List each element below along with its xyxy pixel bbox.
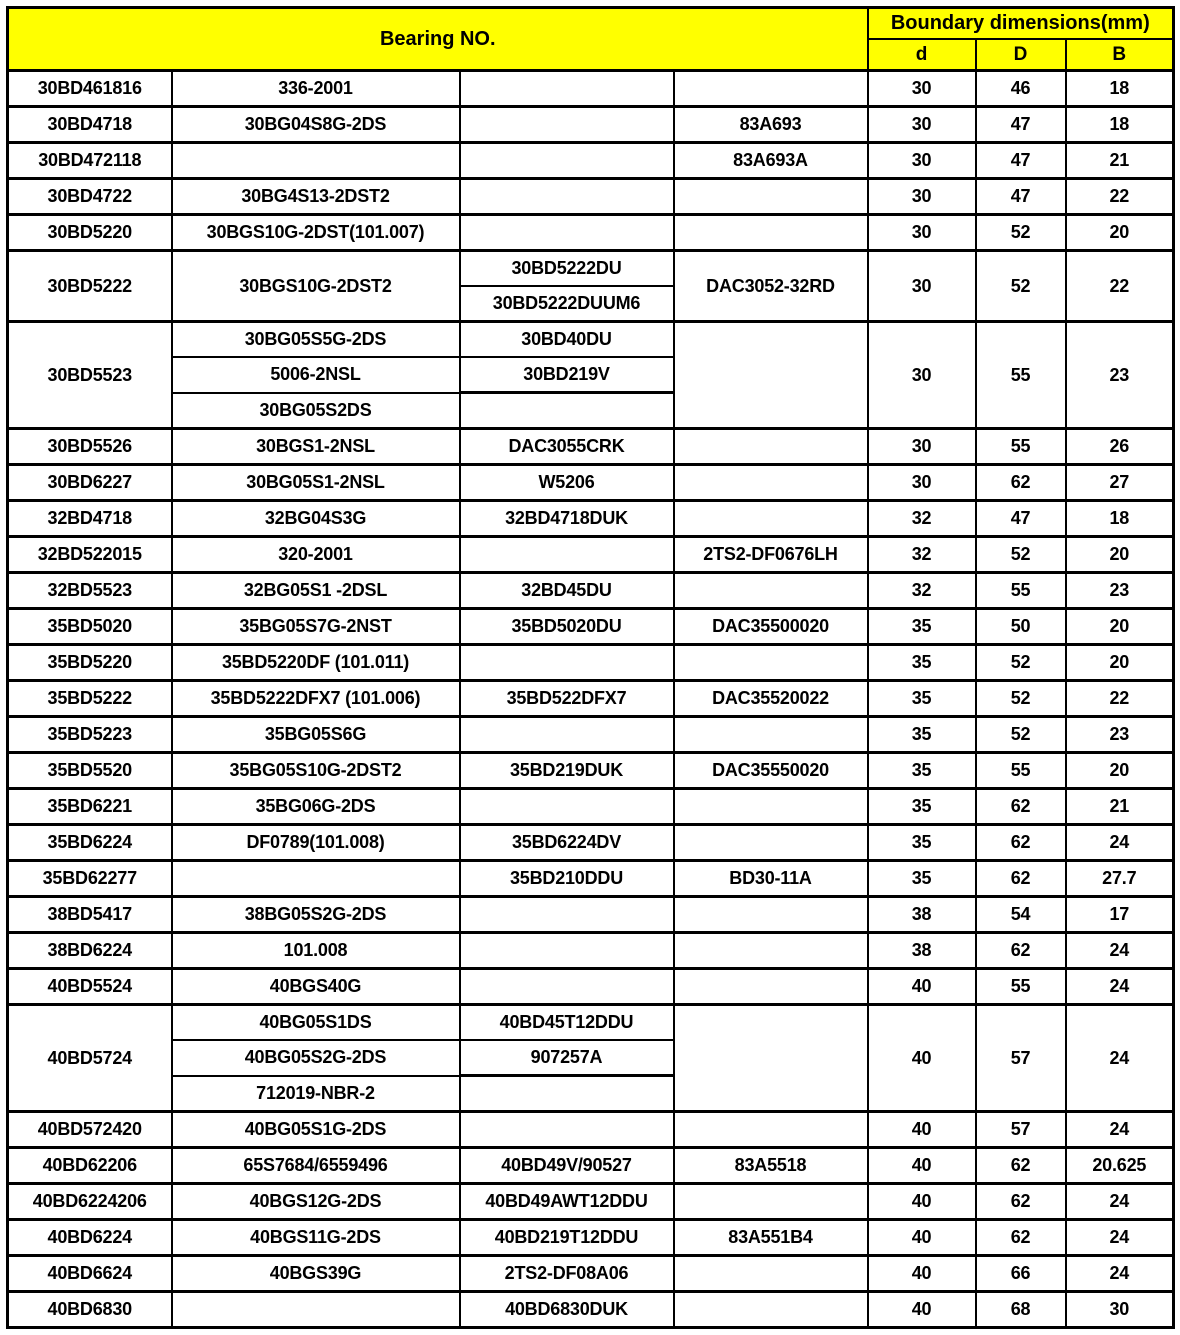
dim-d-cell: 32 — [868, 501, 976, 537]
bearing-cell: 35BD5020 — [8, 609, 172, 645]
dim-d-cell: 40 — [868, 1220, 976, 1256]
dim-header-B: B — [1066, 39, 1174, 71]
bearing-cell: 32BD5523 — [8, 573, 172, 609]
model-cell — [172, 143, 460, 179]
interchange-cell — [674, 1256, 868, 1292]
dim-B-cell: 18 — [1066, 71, 1174, 107]
dim-B-cell: 26 — [1066, 429, 1174, 465]
table-row — [8, 501, 1174, 537]
bearing-cell: 40BD6224206 — [8, 1184, 172, 1220]
model-cell: 30BG05S5G-2DS — [172, 322, 460, 358]
table-row — [8, 717, 1174, 753]
dim-d-cell: 35 — [868, 609, 976, 645]
dim-d-cell: 30 — [868, 465, 976, 501]
dim-B-cell: 24 — [1066, 1184, 1174, 1220]
alt-model-cell — [460, 969, 674, 1005]
alt-model-cell — [460, 215, 674, 251]
dim-d-cell: 40 — [868, 1292, 976, 1328]
model-cell: 5006-2NSL — [172, 357, 460, 393]
dim-B-cell: 21 — [1066, 143, 1174, 179]
interchange-cell: 83A693A — [674, 143, 868, 179]
model-cell: 30BGS10G-2DST(101.007) — [172, 215, 460, 251]
model-cell: 32BG05S1 -2DSL — [172, 573, 460, 609]
alt-model-cell — [460, 71, 674, 107]
dim-D-cell: 62 — [976, 1148, 1066, 1184]
interchange-cell — [674, 645, 868, 681]
alt-model-cell — [460, 1112, 674, 1148]
dim-D-cell: 52 — [976, 645, 1066, 681]
dim-B-cell: 20 — [1066, 215, 1174, 251]
dim-D-cell: 52 — [976, 717, 1066, 753]
alt-model-cell: 35BD210DDU — [460, 861, 674, 897]
model-cell: 30BG4S13-2DST2 — [172, 179, 460, 215]
alt-model-cell: DAC3055CRK — [460, 429, 674, 465]
dim-B-cell: 22 — [1066, 179, 1174, 215]
dim-d-cell: 32 — [868, 573, 976, 609]
dim-B-cell: 24 — [1066, 825, 1174, 861]
dim-d-cell: 35 — [868, 861, 976, 897]
interchange-cell — [674, 717, 868, 753]
alt-model-cell: W5206 — [460, 465, 674, 501]
model-cell: 35BG06G-2DS — [172, 789, 460, 825]
dim-B-cell: 22 — [1066, 251, 1174, 322]
interchange-cell — [674, 71, 868, 107]
model-cell: 40BGS12G-2DS — [172, 1184, 460, 1220]
dim-d-cell: 30 — [868, 143, 976, 179]
alt-model-cell: 40BD49V/90527 — [460, 1148, 674, 1184]
dim-d-cell: 35 — [868, 645, 976, 681]
model-cell: 40BG05S2G-2DS — [172, 1040, 460, 1076]
dim-D-cell: 47 — [976, 501, 1066, 537]
table-row — [8, 107, 1174, 143]
bearing-cell: 30BD472118 — [8, 143, 172, 179]
dim-D-cell: 62 — [976, 861, 1066, 897]
dim-B-cell: 24 — [1066, 1220, 1174, 1256]
dim-D-cell: 55 — [976, 573, 1066, 609]
alt-model-cell: 2TS2-DF08A06 — [460, 1256, 674, 1292]
dim-d-cell: 35 — [868, 753, 976, 789]
alt-model-cell — [460, 393, 674, 429]
model-cell — [172, 1292, 460, 1328]
model-cell: 30BG05S1-2NSL — [172, 465, 460, 501]
dim-D-cell: 52 — [976, 251, 1066, 322]
bearing-cell: 38BD5417 — [8, 897, 172, 933]
dim-D-cell: 52 — [976, 537, 1066, 573]
bearing-cell: 30BD5220 — [8, 215, 172, 251]
dim-d-cell: 40 — [868, 1184, 976, 1220]
alt-model-cell — [460, 143, 674, 179]
model-cell: 40BG05S1G-2DS — [172, 1112, 460, 1148]
dim-d-cell: 30 — [868, 429, 976, 465]
model-cell: 30BG05S2DS — [172, 393, 460, 429]
bearing-cell: 32BD4718 — [8, 501, 172, 537]
bearing-cell: 35BD5223 — [8, 717, 172, 753]
table-row — [8, 753, 1174, 789]
dim-d-cell: 30 — [868, 215, 976, 251]
bearing-cell: 35BD6221 — [8, 789, 172, 825]
dim-D-cell: 52 — [976, 681, 1066, 717]
alt-model-cell — [460, 645, 674, 681]
alt-model-cell — [460, 537, 674, 573]
model-cell: 30BGS1-2NSL — [172, 429, 460, 465]
table-row — [8, 933, 1174, 969]
dim-B-cell: 20 — [1066, 537, 1174, 573]
interchange-cell: DAC35500020 — [674, 609, 868, 645]
dim-B-cell: 27 — [1066, 465, 1174, 501]
bearing-cell: 35BD5520 — [8, 753, 172, 789]
table-row — [8, 1005, 1174, 1041]
interchange-cell — [674, 179, 868, 215]
table-row — [8, 322, 1174, 358]
dim-B-cell: 24 — [1066, 933, 1174, 969]
dim-D-cell: 46 — [976, 71, 1066, 107]
dim-D-cell: 47 — [976, 143, 1066, 179]
dim-B-cell: 27.7 — [1066, 861, 1174, 897]
dim-B-cell: 24 — [1066, 1256, 1174, 1292]
dim-D-cell: 66 — [976, 1256, 1066, 1292]
table-row — [8, 429, 1174, 465]
bearing-cell: 30BD5526 — [8, 429, 172, 465]
interchange-cell — [674, 1292, 868, 1328]
alt-model-cell: 30BD5222DUUM6 — [460, 286, 674, 322]
model-cell — [172, 861, 460, 897]
dim-d-cell: 35 — [868, 681, 976, 717]
interchange-cell — [674, 789, 868, 825]
bearing-cell: 40BD5524 — [8, 969, 172, 1005]
dim-B-cell: 23 — [1066, 573, 1174, 609]
dim-header-D: D — [976, 39, 1066, 71]
table-row — [8, 179, 1174, 215]
table-row — [8, 789, 1174, 825]
dim-B-cell: 20 — [1066, 753, 1174, 789]
dim-d-cell: 32 — [868, 537, 976, 573]
bearing-cell: 30BD5523 — [8, 322, 172, 429]
dim-d-cell: 40 — [868, 969, 976, 1005]
bearing-cell: 40BD6830 — [8, 1292, 172, 1328]
table-row — [8, 215, 1174, 251]
dim-D-cell: 62 — [976, 789, 1066, 825]
model-cell: 35BG05S10G-2DST2 — [172, 753, 460, 789]
bearing-cell: 40BD572420 — [8, 1112, 172, 1148]
dim-B-cell: 18 — [1066, 501, 1174, 537]
alt-model-cell: 40BD219T12DDU — [460, 1220, 674, 1256]
dim-d-cell: 35 — [868, 789, 976, 825]
dim-D-cell: 62 — [976, 465, 1066, 501]
interchange-cell: 2TS2-DF0676LH — [674, 537, 868, 573]
alt-model-cell: 32BD45DU — [460, 573, 674, 609]
interchange-cell — [674, 1112, 868, 1148]
bearing-cell: 40BD6624 — [8, 1256, 172, 1292]
alt-model-cell: 40BD6830DUK — [460, 1292, 674, 1328]
table-row — [8, 251, 1174, 287]
dim-d-cell: 35 — [868, 717, 976, 753]
table-row — [8, 71, 1174, 107]
interchange-cell: DAC35520022 — [674, 681, 868, 717]
dim-D-cell: 62 — [976, 825, 1066, 861]
alt-model-cell — [460, 717, 674, 753]
dim-B-cell: 24 — [1066, 1005, 1174, 1112]
bearing-cell: 35BD62277 — [8, 861, 172, 897]
interchange-cell: 83A551B4 — [674, 1220, 868, 1256]
table-row — [8, 1112, 1174, 1148]
boundary-dimensions-header: Boundary dimensions(mm) — [868, 8, 1174, 40]
model-cell: 40BGS11G-2DS — [172, 1220, 460, 1256]
alt-model-cell: 35BD5020DU — [460, 609, 674, 645]
interchange-cell — [674, 969, 868, 1005]
model-cell: 336-2001 — [172, 71, 460, 107]
table-row — [8, 573, 1174, 609]
dim-d-cell: 30 — [868, 107, 976, 143]
model-cell: 40BGS39G — [172, 1256, 460, 1292]
alt-model-cell — [460, 933, 674, 969]
bearing-table — [6, 6, 1175, 1329]
dim-D-cell: 55 — [976, 429, 1066, 465]
table-body — [8, 71, 1174, 1328]
table-row — [8, 609, 1174, 645]
dim-d-cell: 38 — [868, 897, 976, 933]
dim-d-cell: 40 — [868, 1256, 976, 1292]
model-cell: 32BG04S3G — [172, 501, 460, 537]
dim-B-cell: 17 — [1066, 897, 1174, 933]
model-cell: 65S7684/6559496 — [172, 1148, 460, 1184]
interchange-cell — [674, 215, 868, 251]
model-cell: 35BG05S6G — [172, 717, 460, 753]
table-row — [8, 825, 1174, 861]
bearing-no-header: Bearing NO. — [8, 8, 868, 71]
alt-model-cell: 30BD5222DU — [460, 251, 674, 287]
dim-D-cell: 62 — [976, 1184, 1066, 1220]
interchange-cell — [674, 1184, 868, 1220]
table-row — [8, 861, 1174, 897]
dim-D-cell: 47 — [976, 179, 1066, 215]
model-cell: 35BD5222DFX7 (101.006) — [172, 681, 460, 717]
table-row — [8, 1148, 1174, 1184]
dim-d-cell: 38 — [868, 933, 976, 969]
dim-B-cell: 23 — [1066, 717, 1174, 753]
dim-D-cell: 54 — [976, 897, 1066, 933]
model-cell: 30BG04S8G-2DS — [172, 107, 460, 143]
table-header — [8, 8, 1174, 71]
interchange-cell — [674, 1005, 868, 1112]
table-row — [8, 1256, 1174, 1292]
table-row — [8, 681, 1174, 717]
dim-B-cell: 18 — [1066, 107, 1174, 143]
alt-model-cell — [460, 1076, 674, 1112]
table-row — [8, 645, 1174, 681]
bearing-cell: 30BD6227 — [8, 465, 172, 501]
dim-D-cell: 62 — [976, 933, 1066, 969]
dim-B-cell: 30 — [1066, 1292, 1174, 1328]
model-cell: 40BG05S1DS — [172, 1005, 460, 1041]
interchange-cell: BD30-11A — [674, 861, 868, 897]
model-cell: 712019-NBR-2 — [172, 1076, 460, 1112]
alt-model-cell — [460, 107, 674, 143]
alt-model-cell: 35BD522DFX7 — [460, 681, 674, 717]
interchange-cell — [674, 825, 868, 861]
dim-D-cell: 55 — [976, 969, 1066, 1005]
bearing-cell: 40BD5724 — [8, 1005, 172, 1112]
interchange-cell — [674, 933, 868, 969]
dim-d-cell: 30 — [868, 322, 976, 429]
interchange-cell — [674, 501, 868, 537]
bearing-cell: 35BD6224 — [8, 825, 172, 861]
table-row — [8, 465, 1174, 501]
table-row — [8, 537, 1174, 573]
alt-model-cell: 35BD219DUK — [460, 753, 674, 789]
model-cell: DF0789(101.008) — [172, 825, 460, 861]
dim-D-cell: 47 — [976, 107, 1066, 143]
dim-d-cell: 30 — [868, 251, 976, 322]
bearing-cell: 35BD5222 — [8, 681, 172, 717]
dim-D-cell: 55 — [976, 322, 1066, 429]
alt-model-cell — [460, 897, 674, 933]
bearing-cell: 32BD522015 — [8, 537, 172, 573]
alt-model-cell: 40BD49AWT12DDU — [460, 1184, 674, 1220]
interchange-cell — [674, 429, 868, 465]
dim-B-cell: 20 — [1066, 609, 1174, 645]
interchange-cell — [674, 465, 868, 501]
bearing-cell: 30BD4718 — [8, 107, 172, 143]
dim-D-cell: 52 — [976, 215, 1066, 251]
dim-B-cell: 24 — [1066, 1112, 1174, 1148]
dim-D-cell: 57 — [976, 1112, 1066, 1148]
dim-B-cell: 20.625 — [1066, 1148, 1174, 1184]
interchange-cell — [674, 897, 868, 933]
dim-D-cell: 50 — [976, 609, 1066, 645]
interchange-cell: DAC35550020 — [674, 753, 868, 789]
bearing-cell: 40BD62206 — [8, 1148, 172, 1184]
table-row — [8, 1184, 1174, 1220]
model-cell: 101.008 — [172, 933, 460, 969]
model-cell: 30BGS10G-2DST2 — [172, 251, 460, 322]
bearing-cell: 35BD5220 — [8, 645, 172, 681]
dim-header-d: d — [868, 39, 976, 71]
interchange-cell: 83A693 — [674, 107, 868, 143]
dim-d-cell: 40 — [868, 1005, 976, 1112]
dim-d-cell: 40 — [868, 1112, 976, 1148]
interchange-cell — [674, 573, 868, 609]
bearing-cell: 30BD461816 — [8, 71, 172, 107]
dim-D-cell: 57 — [976, 1005, 1066, 1112]
model-cell: 40BGS40G — [172, 969, 460, 1005]
bearing-cell: 30BD5222 — [8, 251, 172, 322]
table-row — [8, 1220, 1174, 1256]
bearing-cell: 38BD6224 — [8, 933, 172, 969]
model-cell: 35BD5220DF (101.011) — [172, 645, 460, 681]
alt-model-cell — [460, 789, 674, 825]
dim-B-cell: 21 — [1066, 789, 1174, 825]
dim-D-cell: 68 — [976, 1292, 1066, 1328]
dim-d-cell: 35 — [868, 825, 976, 861]
dim-B-cell: 24 — [1066, 969, 1174, 1005]
bearing-cell: 30BD4722 — [8, 179, 172, 215]
dim-d-cell: 30 — [868, 179, 976, 215]
model-cell: 320-2001 — [172, 537, 460, 573]
dim-B-cell: 22 — [1066, 681, 1174, 717]
table-row — [8, 1292, 1174, 1328]
table-row — [8, 143, 1174, 179]
interchange-cell: 83A5518 — [674, 1148, 868, 1184]
table-row — [8, 969, 1174, 1005]
dim-B-cell: 20 — [1066, 645, 1174, 681]
alt-model-cell: 30BD219V — [460, 357, 674, 393]
dim-B-cell: 23 — [1066, 322, 1174, 429]
alt-model-cell: 35BD6224DV — [460, 825, 674, 861]
model-cell: 38BG05S2G-2DS — [172, 897, 460, 933]
dim-D-cell: 55 — [976, 753, 1066, 789]
interchange-cell: DAC3052-32RD — [674, 251, 868, 322]
table-row — [8, 897, 1174, 933]
dim-d-cell: 40 — [868, 1148, 976, 1184]
bearing-cell: 40BD6224 — [8, 1220, 172, 1256]
interchange-cell — [674, 322, 868, 429]
dim-d-cell: 30 — [868, 71, 976, 107]
alt-model-cell: 32BD4718DUK — [460, 501, 674, 537]
alt-model-cell — [460, 179, 674, 215]
alt-model-cell: 907257A — [460, 1040, 674, 1076]
dim-D-cell: 62 — [976, 1220, 1066, 1256]
model-cell: 35BG05S7G-2NST — [172, 609, 460, 645]
alt-model-cell: 40BD45T12DDU — [460, 1005, 674, 1041]
alt-model-cell: 30BD40DU — [460, 322, 674, 358]
